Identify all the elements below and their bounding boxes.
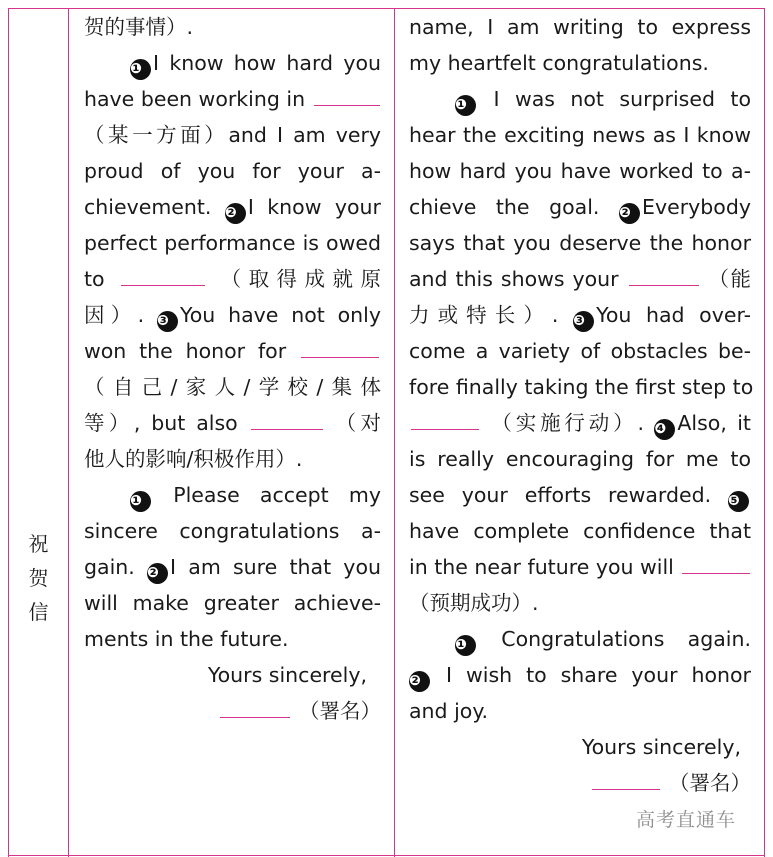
text-line: sincere congratulations a- bbox=[84, 519, 381, 543]
left-letter bbox=[84, 9, 381, 729]
blank-field bbox=[251, 405, 323, 430]
text-line: ❷ I wish to share your honor bbox=[409, 657, 751, 693]
column-divider bbox=[394, 8, 395, 857]
text-line: ments in the future. bbox=[84, 627, 289, 651]
marker-3-icon: ❸ bbox=[573, 311, 594, 332]
watermark: 高考直通车 bbox=[636, 809, 737, 831]
text-line: 等）, but also （对 bbox=[84, 405, 381, 441]
text-line: （实施行动）. ❹ Also, it bbox=[409, 405, 751, 441]
text-line: is really encouraging for me to bbox=[409, 447, 751, 471]
text-line: have been working in bbox=[84, 81, 381, 117]
marker-2-icon: ❷ bbox=[409, 671, 430, 692]
text-line: 因）. ❸ You have not only bbox=[84, 297, 381, 333]
text-line: hear the exciting news as I know bbox=[409, 123, 751, 147]
text-line: to （取得成就原 bbox=[84, 261, 381, 297]
text-line: （某一方面）and I am very bbox=[84, 123, 381, 147]
text-line: says that you deserve the honor bbox=[409, 231, 751, 255]
closing-line: Yours sincerely, bbox=[581, 735, 741, 759]
signature-blank bbox=[220, 693, 290, 718]
blank-field bbox=[314, 81, 380, 106]
text-line: have complete confidence that bbox=[409, 519, 751, 543]
blank-field bbox=[682, 549, 750, 574]
text-line: chievement. ❷ I know your bbox=[84, 189, 381, 225]
marker-1-icon: ❶ bbox=[130, 59, 151, 80]
row-label-char: 祝 bbox=[28, 532, 49, 556]
text-line: come a variety of obstacles be- bbox=[409, 339, 751, 363]
text-line: ❶ Please accept my bbox=[84, 477, 381, 513]
marker-4-icon: ❹ bbox=[654, 419, 675, 440]
marker-1-icon: ❶ bbox=[455, 635, 476, 656]
text-line: and this shows your （能 bbox=[409, 261, 751, 297]
marker-1-icon: ❶ bbox=[455, 95, 476, 116]
row-label-char: 贺 bbox=[28, 566, 49, 590]
table-border-right bbox=[764, 8, 765, 857]
closing-line: Yours sincerely, bbox=[207, 663, 367, 687]
signature-line: （署名） bbox=[84, 693, 381, 729]
marker-1-icon: ❶ bbox=[130, 491, 151, 512]
signature-line: （署名） bbox=[409, 765, 751, 801]
text-line: see your efforts rewarded. ❺ bbox=[409, 477, 751, 513]
blank-field bbox=[121, 261, 205, 286]
marker-5-icon: ❺ bbox=[728, 491, 749, 512]
text-line: proud of you for your a- bbox=[84, 159, 381, 183]
marker-2-icon: ❷ bbox=[619, 203, 640, 224]
text-line: how hard you have worked to a- bbox=[409, 159, 751, 183]
text-line: in the near future you will bbox=[409, 549, 751, 585]
text-line: fore finally taking the first step to bbox=[409, 375, 754, 399]
text-line: ❶ I was not surprised to bbox=[409, 81, 751, 117]
text-line: name, I am writing to express bbox=[409, 15, 751, 39]
text-line: my heartfelt congratulations. bbox=[409, 51, 709, 75]
column-divider bbox=[68, 8, 69, 857]
text-line: ❶ Congratulations again. bbox=[409, 621, 751, 657]
text-line: 贺的事情）. bbox=[84, 15, 194, 39]
text-line: chieve the goal. ❷ Everybody bbox=[409, 189, 751, 225]
blank-field bbox=[301, 333, 379, 358]
text-line: will make greater achieve- bbox=[84, 591, 381, 615]
text-line: won the honor for bbox=[84, 333, 381, 369]
row-label-cell bbox=[9, 9, 68, 857]
blank-field bbox=[411, 405, 479, 430]
text-line: gain. ❷ I am sure that you bbox=[84, 549, 381, 585]
text-line: and joy. bbox=[409, 699, 489, 723]
right-letter bbox=[409, 9, 754, 801]
marker-2-icon: ❷ bbox=[147, 563, 168, 584]
row-label bbox=[9, 527, 68, 629]
row-label-char: 信 bbox=[28, 600, 49, 624]
table-border-bottom bbox=[8, 855, 765, 856]
text-line: 他人的影响/积极作用）. bbox=[84, 447, 303, 471]
signature-blank bbox=[592, 765, 660, 790]
text-line: （自己/家人/学校/集体 bbox=[84, 375, 381, 399]
marker-2-icon: ❷ bbox=[225, 203, 246, 224]
text-line: （预期成功）. bbox=[409, 591, 539, 615]
text-line: ❶ I know how hard you bbox=[84, 45, 381, 81]
text-line: 力或特长）. ❸ You had over- bbox=[409, 297, 751, 333]
blank-field bbox=[629, 261, 699, 286]
marker-3-icon: ❸ bbox=[157, 311, 178, 332]
text-line: perfect performance is owed bbox=[84, 231, 381, 255]
